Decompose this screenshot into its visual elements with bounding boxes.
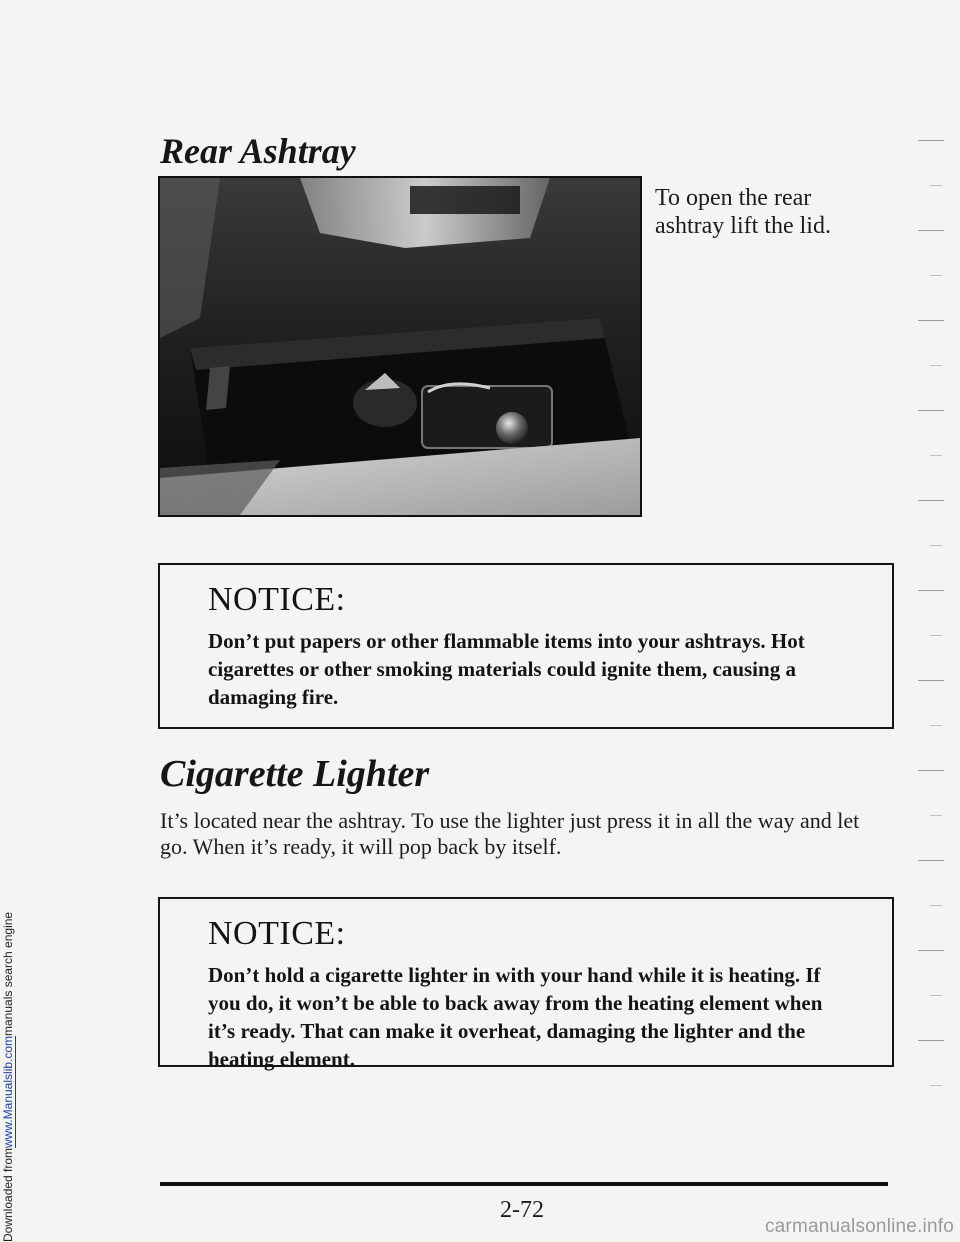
ashtray-instruction: To open the rear ashtray lift the lid. [655, 185, 831, 239]
download-banner [0, 0, 16, 1242]
watermark: carmanualsonline.info [764, 1216, 954, 1237]
rear-ashtray-title: Rear Ashtray [160, 131, 356, 171]
page-number: 2-72 [500, 1197, 544, 1223]
manualslib-link[interactable]: www.Manualslib.com [1, 1035, 15, 1148]
notice-body: Don’t hold a cigarette lighter in with your hand while it is heating. If you do, it won’t be able to back away from the heating element when it’s ready. That can make it overheat, damaging the lighter and the heating element. [208, 963, 823, 1071]
page-edge-marks [910, 140, 946, 1130]
notice-body: Don’t put papers or other flammable items into your ashtrays. Hot cigarettes or other smoking materials could ignite them, causing a damaging fire. [208, 629, 805, 709]
notice-heading: NOTICE: [208, 915, 346, 952]
rear-ashtray-photo [158, 176, 642, 517]
notice-box-lighter [158, 897, 894, 1071]
cigarette-lighter-text: It’s located near the ashtray. To use the lighter just press it in all the way and let go. When it’s ready, it will pop back by itself. [160, 808, 860, 859]
cigarette-lighter-title: Cigarette Lighter [160, 753, 430, 795]
footer-rule [160, 1182, 888, 1186]
download-prefix: Downloaded from [1, 1147, 15, 1242]
notice-heading: NOTICE: [208, 581, 346, 618]
notice-box-ashtray [158, 563, 894, 729]
download-suffix: manuals search engine [1, 911, 15, 1036]
